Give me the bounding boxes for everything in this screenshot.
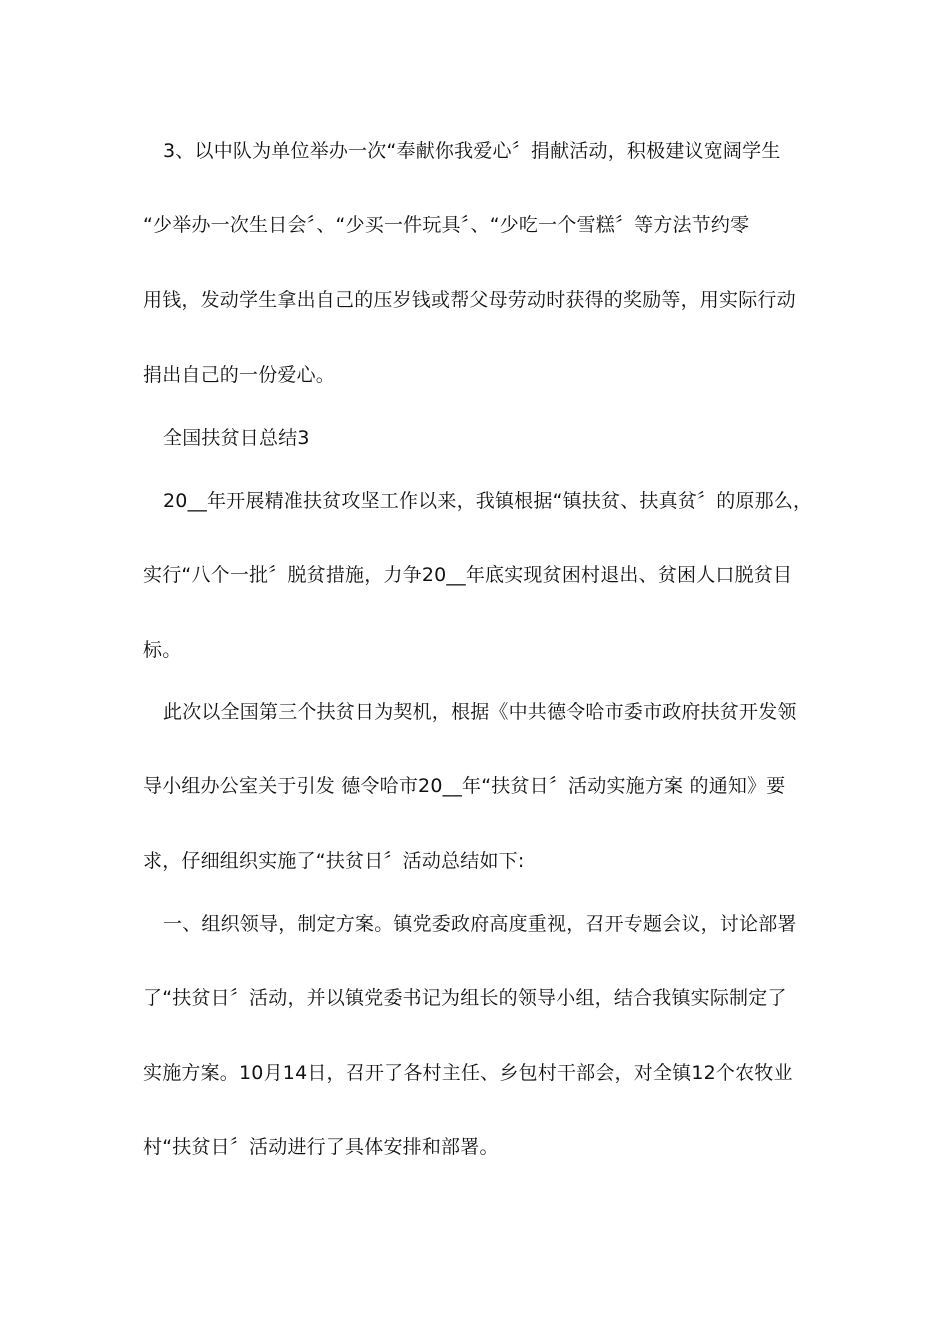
paragraph-line: 实施方案。10月14日，召开了各村主任、乡包村干部会，对全镇12个农牧业	[143, 1062, 793, 1084]
paragraph-line: 标。	[143, 639, 182, 661]
paragraph-line: 3、以中队为单位举办一次“奉献你我爱心〞捐献活动，积极建议宽阔学生	[163, 140, 781, 162]
paragraph-line: “少举办一次生日会〞、“少买一件玩具〞、“少吃一个雪糕〞等方法节约零	[143, 214, 750, 236]
paragraph-line: 实行“八个一批〞脱贫措施，力争20__年底实现贫困村退出、贫困人口脱贫目	[143, 564, 793, 586]
section-heading: 全国扶贫日总结3	[163, 427, 310, 449]
paragraph-line: 此次以全国第三个扶贫日为契机，根据《中共德令哈市委市政府扶贫开发领	[163, 701, 797, 723]
paragraph-line: 求，仔细组织实施了“扶贫日〞活动总结如下:	[143, 850, 525, 872]
paragraph-line: 了“扶贫日〞活动，并以镇党委书记为组长的领导小组，结合我镇实际制定了	[143, 987, 787, 1009]
paragraph-line: 导小组办公室关于引发 德令哈市20__年“扶贫日〞活动实施方案 的通知》要	[143, 775, 786, 797]
paragraph-line: 用钱，发动学生拿出自己的压岁钱或帮父母劳动时获得的奖励等，用实际行动	[143, 289, 796, 311]
paragraph-line: 20__年开展精准扶贫攻坚工作以来，我镇根据“镇扶贫、扶真贫〞的原那么，	[163, 490, 813, 512]
paragraph-line: 村“扶贫日〞活动进行了具体安排和部署。	[143, 1136, 499, 1158]
paragraph-line: 一、组织领导，制定方案。镇党委政府高度重视，召开专题会议，讨论部署	[163, 913, 797, 935]
paragraph-line: 捐出自己的一份爱心。	[143, 364, 336, 386]
